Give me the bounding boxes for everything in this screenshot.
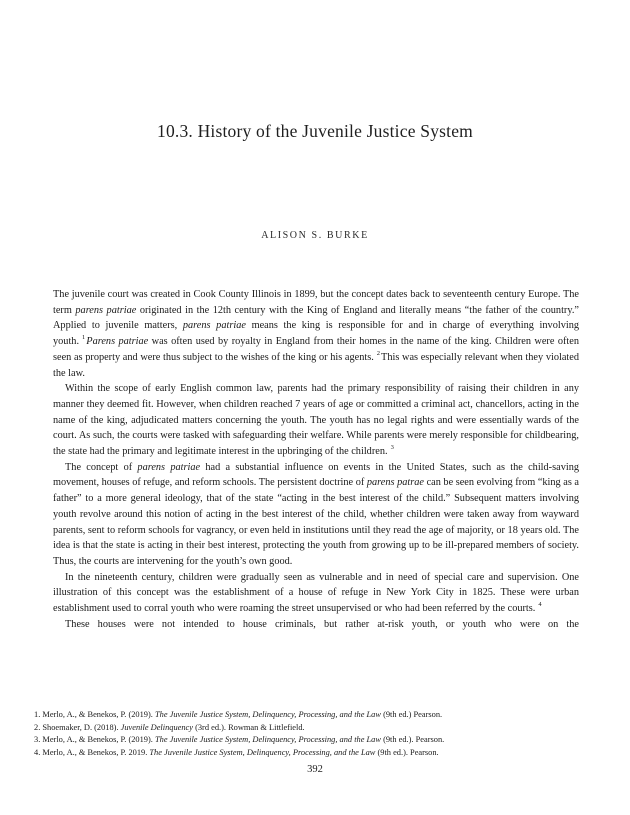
footnote-ref-3[interactable]: 3 — [390, 444, 394, 452]
footnote-2: 2. Shoemaker, D. (2018). Juvenile Delinquency (3rd ed.). Rowman & Littlefield. — [34, 722, 305, 732]
body-text — [53, 287, 579, 632]
footnote-1: 1. Merlo, A., & Benekos, P. (2019). The Juvenile Justice System, Delinquency, Processing, and the Law (9th ed.) Pearson. — [34, 710, 443, 719]
footnote-ref-2[interactable]: 2 — [376, 349, 381, 357]
chapter-title: 10.3. History of the Juvenile Justice System — [157, 121, 473, 141]
paragraph-2: Within the scope of early English common law, parents had the primary responsibility of raising their children in any manner they deemed fit. However, when children reached 7 years of age or committed a criminal act, chancellors, acting in the name of the king, adjudicated matters concerning the youth. The youth has no legal rights and were essentially wards of the court. As such, the courts were tasked with safeguarding their welfare. While parents were merely responsible for childbearing, the state had the primary and legitimate interest in the upbringing of the children. $^3$ — [53, 383, 579, 458]
footnotes — [34, 709, 594, 759]
paragraph-3: The concept of parens patriae had a substantial influence on events in the United States, such as the child-saving movement, houses of refuge, and reform schools. The persistent doctrine of parens patrae can be seen evolving from “king as a father” to a more general ideology, that of the state “acting in the best interest of the child.” Subsequent matters involving youth revolve around this notion of acting in the best interest of the child, whether children were taken away from wayward parents, sent to reform schools for vagrancy, or even held in institutions until they read the age of majority, or 18 years old. The idea is that the state is acting in their best interest, protecting the youth from growing up to be ill-prepared members of society. Thus, the courts are intervening for the youth’s own good. — [53, 461, 580, 567]
paragraph-4: In the nineteenth century, children were gradually seen as vulnerable and in need of special care and supervision. One illustration of this concept was the establishment of a house of refuge in New York City in 1825. These were urban establishment used to corral youth who were roaming the street unsupervised or who had been referred by the courts. $^4$ — [53, 571, 579, 615]
footnote-ref-1[interactable]: 1 — [82, 334, 86, 342]
footnote-ref-4[interactable]: 4 — [538, 601, 542, 609]
footnote-4: 4. Merlo, A., & Benekos, P. 2019. The Juvenile Justice System, Delinquency, Processing, and the Law (9th ed.). Pearson. — [34, 747, 439, 757]
footnote-3: 3. Merlo, A., & Benekos, P. (2019). The Juvenile Justice System, Delinquency, Processing, and the Law (9th ed.). Pearson. — [34, 735, 445, 745]
page-number: 392 — [307, 764, 323, 775]
term-parens-patriae: parens patriae — [137, 461, 201, 473]
term-parens-patriae: parens patriae — [75, 304, 137, 316]
term-parens-patriae: parens patriae — [182, 320, 246, 332]
term-parens-patriae: Parens patriae — [86, 336, 149, 348]
paragraph-5: These houses were not intended to house criminals, but rather at-risk youth, or youth who were on the — [65, 618, 579, 630]
paragraph-1: The juvenile court was created in Cook County Illinois in 1899, but the concept dates back to seventeenth century Europe. The term parens patriae originated in the 12th century with the King of England and literally means “the father of the country.” Applied to juvenile matters, parens patriae means the king is responsible for and in charge of everything involving youth. $^1$Parens patriae was often used by royalty in England from their homes in the name of the king. Children were often seen as property and were thus subject to the wishes of the king or his agents. $^2$This was especially relevant when they violated the law. — [53, 289, 580, 379]
term-parens-patrae: parens patrae — [366, 477, 424, 489]
author-name: ALISON S. BURKE — [261, 230, 369, 241]
